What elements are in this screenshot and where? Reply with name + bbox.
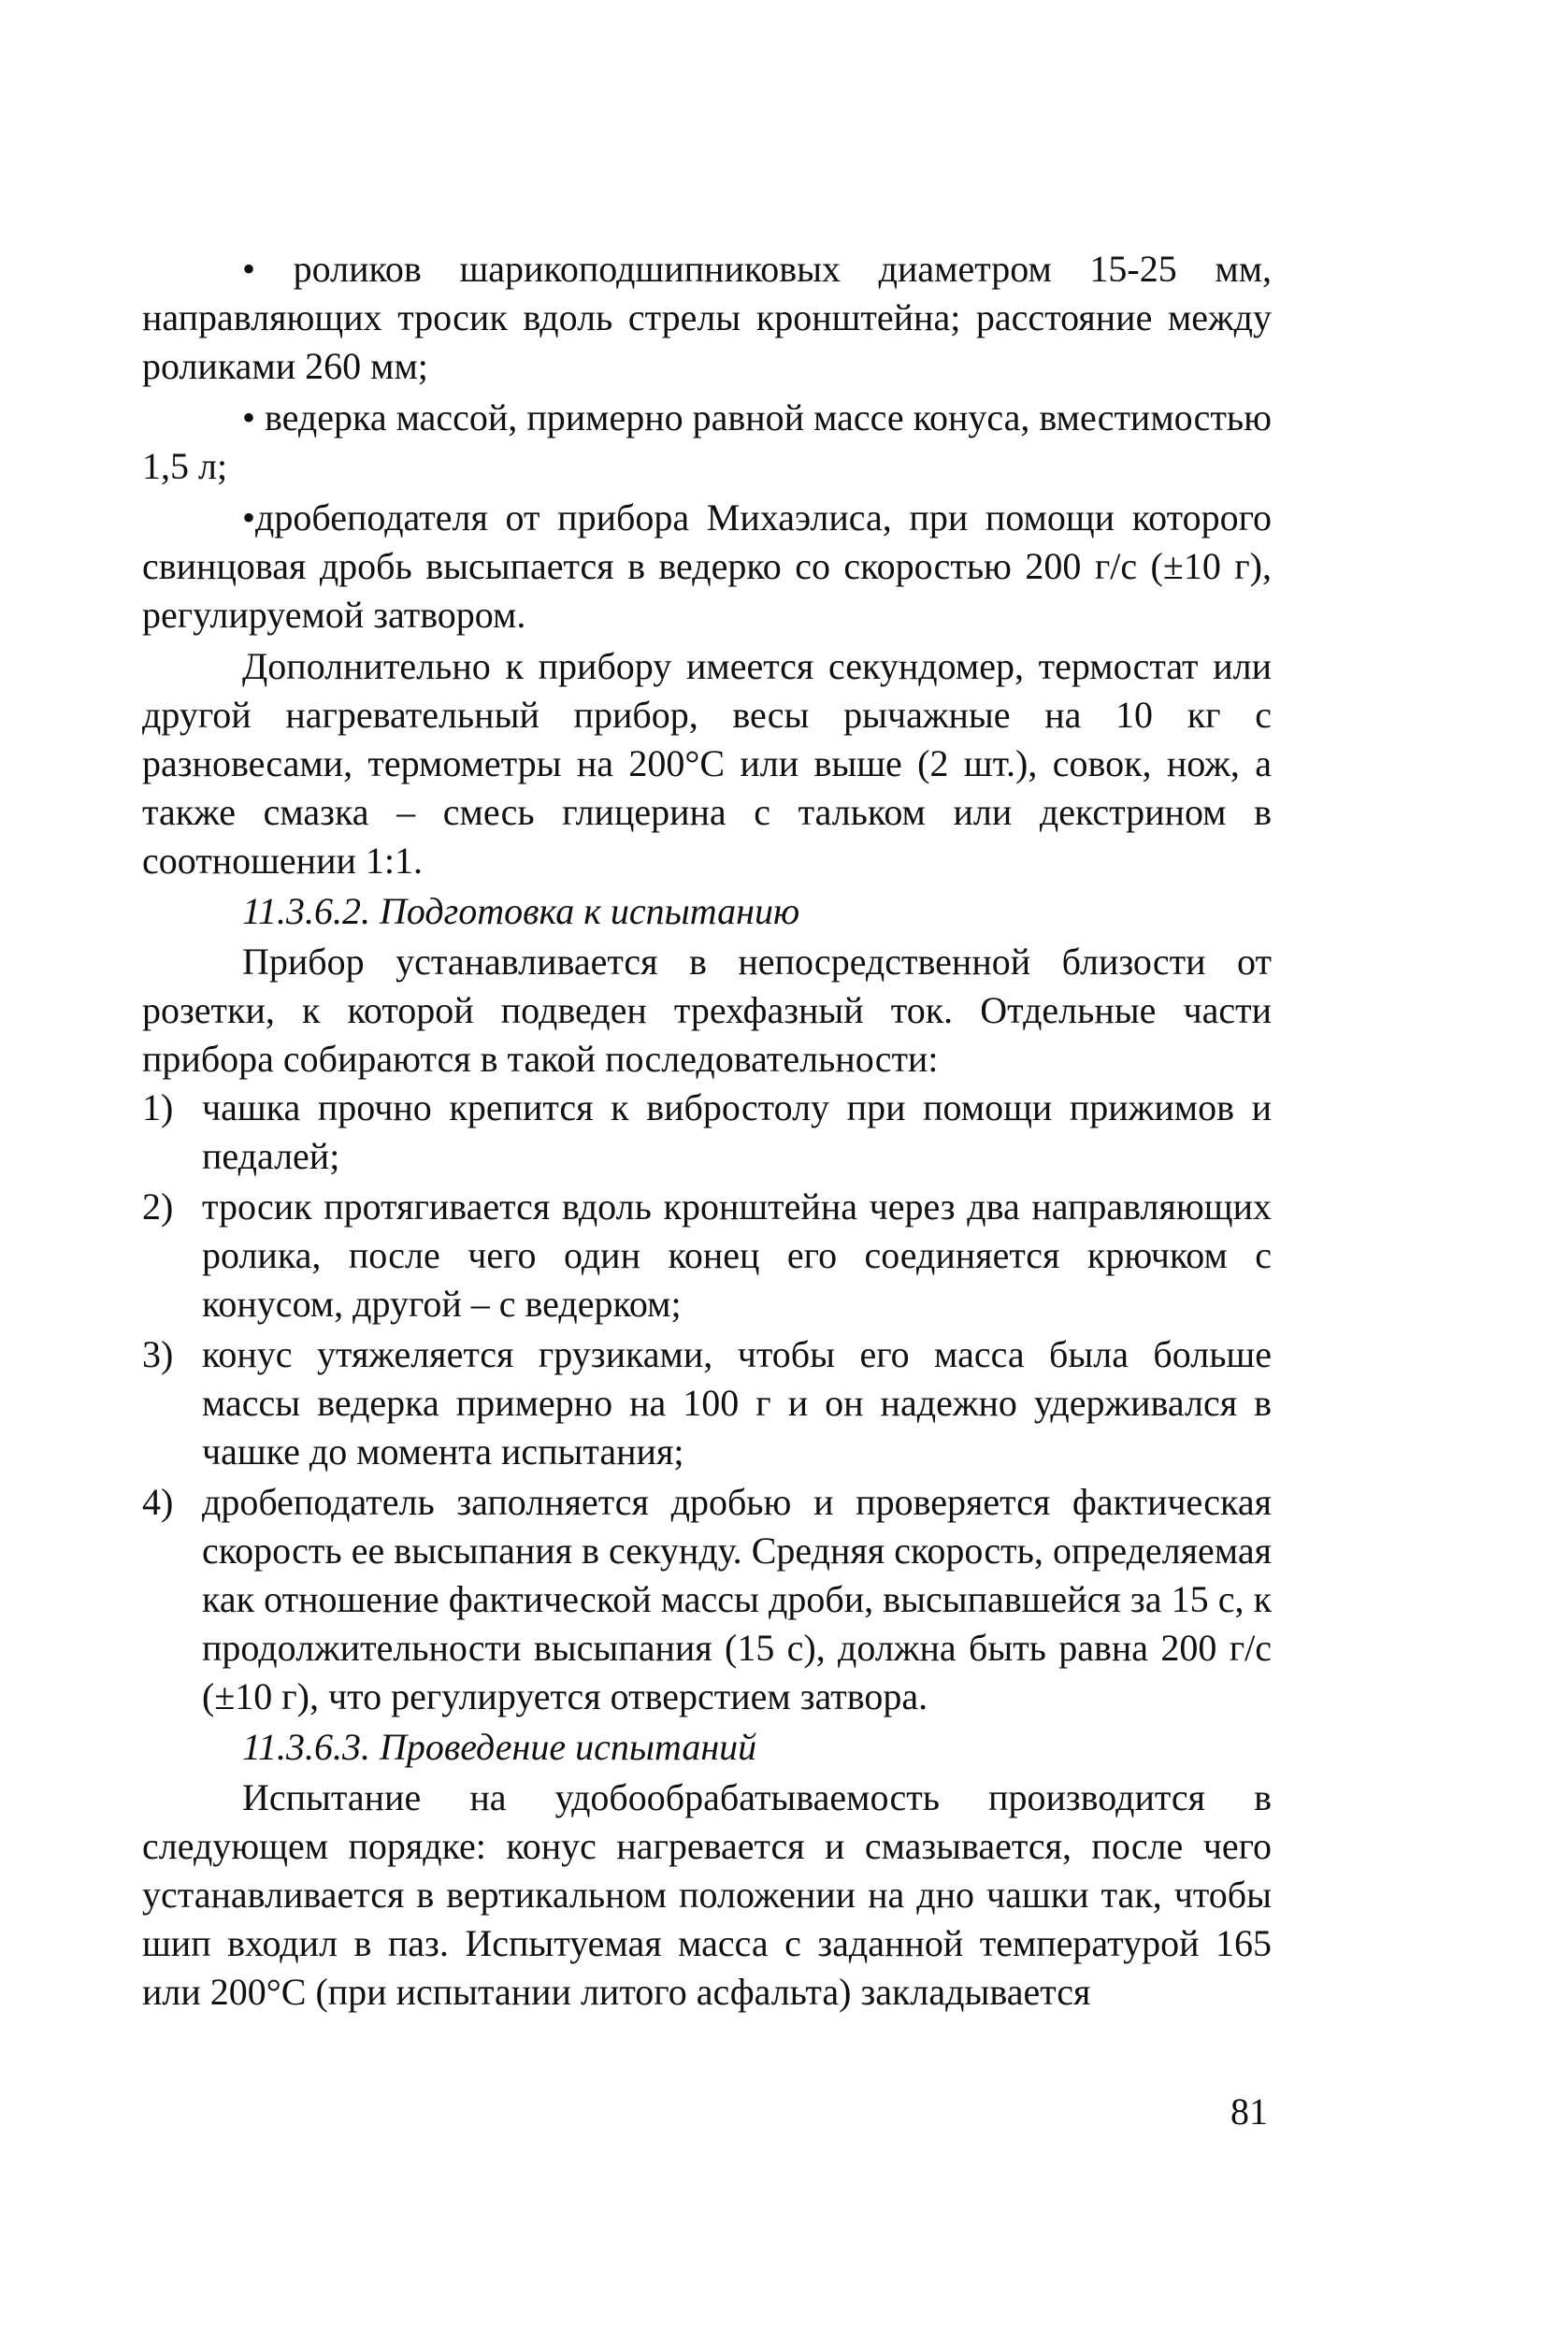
list-item — [142, 1330, 1272, 1476]
bullet-item-bucket — [142, 394, 1272, 491]
list-marker: 2) — [142, 1185, 174, 1228]
bullet-marker: • — [242, 248, 256, 290]
list-item — [142, 1084, 1272, 1181]
list-item — [142, 1183, 1272, 1329]
list-item-text: тросик протягивается вдоль кронштейна через два направляющих ролика, после чего один конец его соединяется крючком с конусом, другой – с ведерком; — [202, 1185, 1272, 1325]
preparation-steps-list — [142, 1084, 1272, 1721]
bullet-text: роликов шарикоподшипниковых диаметром 15-25 мм, направляющих тросик вдоль стрелы кронштейна; расстояние между роликами 260 мм; — [142, 248, 1273, 387]
section-heading-preparation: 11.3.6.2. Подготовка к испытанию — [242, 890, 800, 932]
list-item — [142, 1478, 1272, 1721]
list-item-text: конус утяжеляется грузиками, чтобы его масса была больше массы ведерка примерно на 100 г и он надежно удерживался в чашке до момента испытания; — [202, 1333, 1272, 1472]
bullet-marker: • — [242, 496, 256, 539]
list-item-text: дробеподатель заполняется дробью и проверяется фактическая скорость ее высыпания в секунду. Средняя скорость, определяемая как отношение фактической массы дроби, высыпавшейся за 15 с, к продолжительности высыпания (15 с), должна быть равна 200 г/с (±10 г), что регулируется отверстием затвора. — [202, 1481, 1272, 1717]
list-item-text: чашка прочно крепится к вибростолу при помощи прижимов и педалей; — [202, 1086, 1272, 1177]
testing-paragraph: Испытание на удобообрабатываемость производится в следующем порядке: конус нагревается и смазывается, после чего устанавливается в вертикальном положении на дно чашки так, чтобы шип входил в паз. Испытуемая масса с заданной температурой 165 или 200°С (при испытании литого асфальта) закладывается — [142, 1776, 1272, 2013]
bullet-item-shot-feeder — [142, 494, 1272, 639]
section-heading-testing: 11.3.6.3. Проведение испытаний — [242, 1726, 757, 1768]
bullet-item-rollers — [142, 245, 1272, 391]
page-number: 81 — [1230, 2090, 1268, 2133]
page-body — [142, 245, 1272, 2017]
preparation-intro: Прибор устанавливается в непосредственной близости от розетки, к которой подведен трехфазный ток. Отдельные части прибора собираются в такой последовательности: — [142, 941, 1272, 1080]
list-marker: 3) — [142, 1333, 174, 1375]
bullet-text: ведерка массой, примерно равной массе конуса, вместимостью 1,5 л; — [142, 396, 1273, 487]
equipment-paragraph: Дополнительно к прибору имеется секундомер, термостат или другой нагревательный прибор, весы рычажные на 10 кг с разновесами, термометры на 200°С или выше (2 шт.), совок, нож, а также смазка – смесь глицерина с тальком или декстрином в соотношении 1:1. — [142, 645, 1272, 882]
list-marker: 4) — [142, 1481, 174, 1523]
bullet-text: дробеподателя от прибора Михаэлиса, при помощи которого свинцовая дробь высыпается в ведерко со скоростью 200 г/с (±10 г), регулируемой затвором. — [142, 496, 1272, 636]
bullet-marker: • — [242, 396, 256, 438]
list-marker: 1) — [142, 1086, 174, 1128]
